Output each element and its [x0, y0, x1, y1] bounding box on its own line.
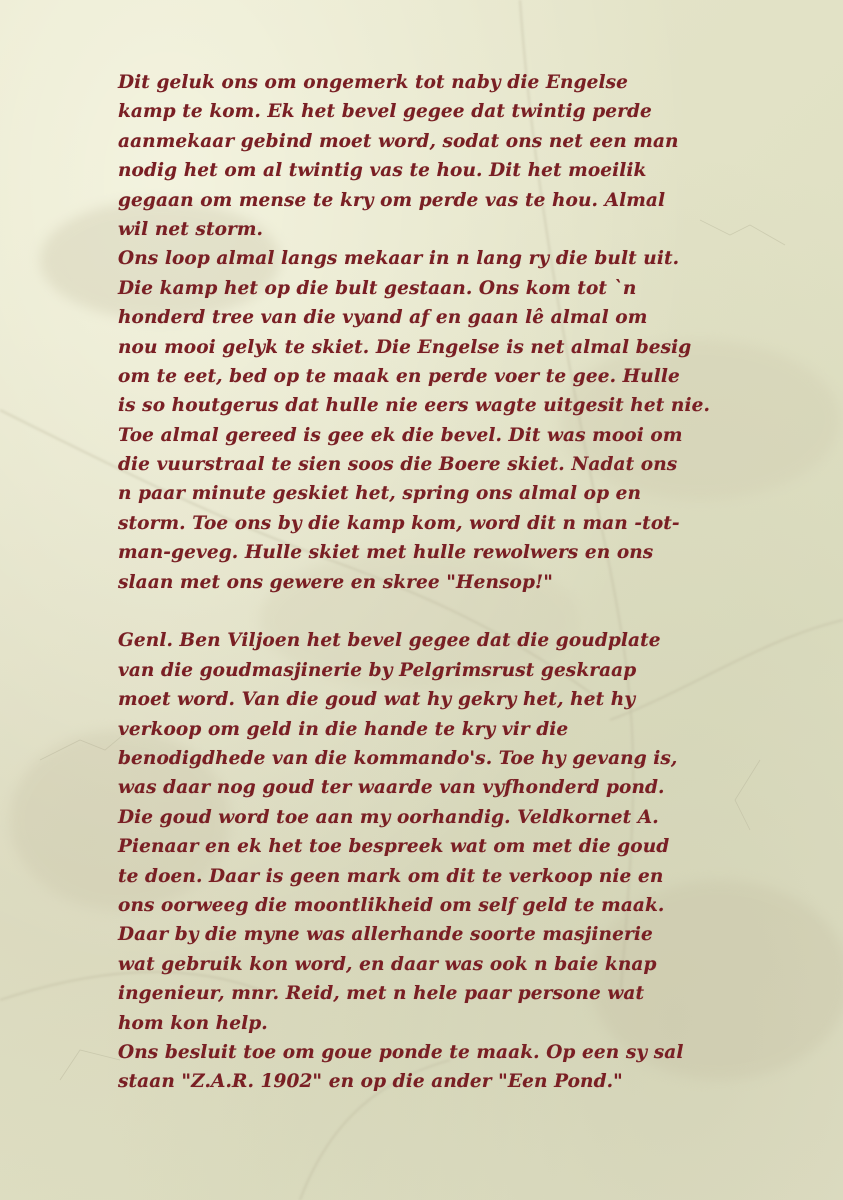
text-line: Ons loop almal langs mekaar in n lang ry die bult uit. [118, 248, 680, 270]
text-line: staan "Z.A.R. 1902" en op die ander "Een Pond." [118, 1071, 623, 1093]
text-line: Toe almal gereed is gee ek die bevel. Dit was mooi om [118, 424, 683, 446]
text-line: Die kamp het op die bult gestaan. Ons kom tot `n [118, 277, 637, 299]
text-line: om te eet, bed op te maak en perde voer te gee. Hulle [118, 365, 680, 387]
text-line: ingenieur, mnr. Reid, met n hele paar persone wat [118, 983, 645, 1005]
paragraph-gap [118, 597, 758, 626]
body-text [118, 68, 758, 1097]
text-line: Die goud word toe aan my oorhandig. Veldkornet A. [118, 806, 659, 828]
text-line: moet word. Van die goud wat hy gekry het, het hy [118, 689, 636, 711]
text-line: Genl. Ben Viljoen het bevel gegee dat die goudplate [118, 630, 661, 652]
text-line: nodig het om al twintig vas te hou. Dit het moeilik [118, 160, 647, 182]
paragraph-1 [118, 68, 758, 244]
text-line: honderd tree van die vyand af en gaan lê almal om [118, 307, 648, 329]
text-line: man-geveg. Hulle skiet met hulle rewolwers en ons [118, 542, 654, 564]
paragraph-4 [118, 1038, 758, 1097]
text-line: van die goudmasjinerie by Pelgrimsrust geskraap [118, 659, 637, 681]
text-line: slaan met ons gewere en skree "Hensop!" [118, 571, 553, 593]
text-line: kamp te kom. Ek het bevel gegee dat twintig perde [118, 101, 652, 123]
text-line: verkoop om geld in die hande te kry vir die [118, 718, 569, 740]
text-line: wat gebruik kon word, en daar was ook n baie knap [118, 953, 657, 975]
paragraph-2 [118, 244, 758, 597]
text-line: Pienaar en ek het toe bespreek wat om met die goud [118, 836, 670, 858]
text-line: die vuurstraal te sien soos die Boere skiet. Nadat ons [118, 454, 678, 476]
paragraph-3 [118, 626, 758, 1037]
text-line: Dit geluk ons om ongemerk tot naby die Engelse [118, 72, 629, 93]
text-line: gegaan om mense te kry om perde vas te hou. Almal [118, 189, 666, 211]
text-line: ons oorweeg die moontlikheid om self geld te maak. [118, 894, 665, 916]
text-line: storm. Toe ons by die kamp kom, word dit n man -tot- [118, 512, 680, 534]
text-line: nou mooi gelyk te skiet. Die Engelse is net almal besig [118, 336, 692, 358]
text-line: n paar minute geskiet het, spring ons almal op en [118, 483, 642, 505]
text-line: is so houtgerus dat hulle nie eers wagte uitgesit het nie. [118, 395, 710, 417]
text-line: te doen. Daar is geen mark om dit te verkoop nie en [118, 865, 664, 887]
text-line: benodigdhede van die kommando's. Toe hy gevang is, [118, 747, 678, 769]
text-line: Ons besluit toe om goue ponde te maak. Op een sy sal [118, 1041, 684, 1063]
text-line: was daar nog goud ter waarde van vyfhonderd pond. [118, 777, 665, 799]
text-line: hom kon help. [118, 1012, 268, 1034]
text-line: aanmekaar gebind moet word, sodat ons net een man [118, 130, 679, 152]
text-line: Daar by die myne was allerhande soorte masjinerie [118, 924, 653, 946]
text-line: wil net storm. [118, 218, 264, 240]
